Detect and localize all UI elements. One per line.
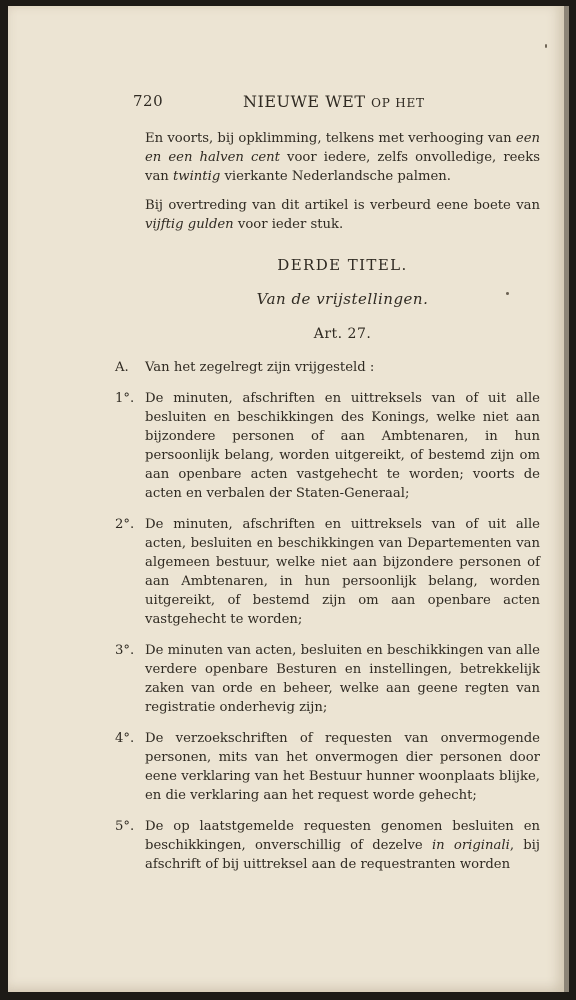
item-label: 4°. [115, 731, 135, 746]
item-text: Van het zegelregt zijn vrijgesteld : [145, 360, 375, 375]
item-text: De minuten van acten, besluiten en beschikkingen van alle verdere openbare Besturen en instellingen, betrekkelijk zaken van orde en beheer, welke aan geene regten van registratie onderhevig zijn; [145, 643, 540, 715]
list-item [115, 729, 540, 805]
section-subtitle: Van de vrijstellingen. [256, 290, 429, 308]
item-label: 5°. [115, 819, 135, 834]
item-text [145, 819, 540, 872]
item-text: De minuten, afschriften en uittreksels van of uit alle acten, besluiten en beschikkingen van Departementen van algemeen bestuur, welke niet aan bijzondere personen of aan Ambtenaren, in hun persoonlijk belang, worden uitgereikt, of bestemd zijn om aan openbare acten vastgehecht te worden; [145, 517, 540, 627]
text-span: voor iedere, zelfs onvolledige, reeks van [145, 150, 540, 184]
text-span: , bij afschrift of bij uittreksel aan de requestranten worden [145, 838, 540, 872]
paragraph-penalty [145, 196, 540, 234]
list-item [115, 641, 540, 717]
list-item [115, 515, 540, 629]
italic-span: een en een halven cent [145, 131, 540, 165]
list-item [115, 358, 540, 377]
italic-span: twintig [173, 169, 221, 184]
running-title [243, 92, 425, 111]
book-page [8, 6, 569, 992]
article-heading: Art. 27. [313, 326, 372, 342]
text-span: vierkante Nederlandsche palmen. [220, 169, 451, 184]
item-text: De minuten, afschriften en uittreksels van of uit alle besluiten en beschikkingen des Konings, welke niet aan bijzondere personen of aan Ambtenaren, in hun persoonlijk belang, worden uitgereikt, of bestemd zijn om aan openbare acten vastgehecht te worden; voorts de acten en verbalen der Staten-Generaal; [145, 391, 540, 501]
paper-speck [506, 292, 509, 295]
text-span: De op laatstgemelde requesten genomen besluiten en beschikkingen, onverschillig of dezelve [145, 819, 540, 853]
item-label: 1°. [115, 391, 135, 406]
italic-span: in originali [431, 838, 510, 853]
paper-speck [545, 44, 547, 48]
page-body [115, 129, 540, 874]
item-text: De verzoekschriften of requesten van onvermogende personen, mits van het onvermogen dier personen door eene verklaring van het Bestuur hunner woonplaats blijke, en die verklaring aan het request worde gehecht; [145, 731, 540, 803]
running-title-main: NIEUWE WET [243, 92, 366, 111]
list-item [115, 817, 540, 874]
item-label: 2°. [115, 517, 135, 532]
text-span: En voorts, bij opklimming, telkens met verhooging van [145, 131, 516, 146]
item-label: 3°. [115, 643, 135, 658]
running-title-small: OP HET [371, 96, 425, 110]
text-span: voor ieder stuk. [233, 217, 344, 232]
italic-span: vijftig gulden [145, 217, 234, 232]
section-title: DERDE TITEL. [277, 256, 408, 274]
paragraph-tariff [145, 129, 540, 186]
item-label: A. [115, 360, 129, 375]
page-number: 720 [133, 92, 164, 110]
text-span: Bij overtreding van dit artikel is verbeurd eene boete van [145, 198, 540, 213]
list-item [115, 389, 540, 503]
